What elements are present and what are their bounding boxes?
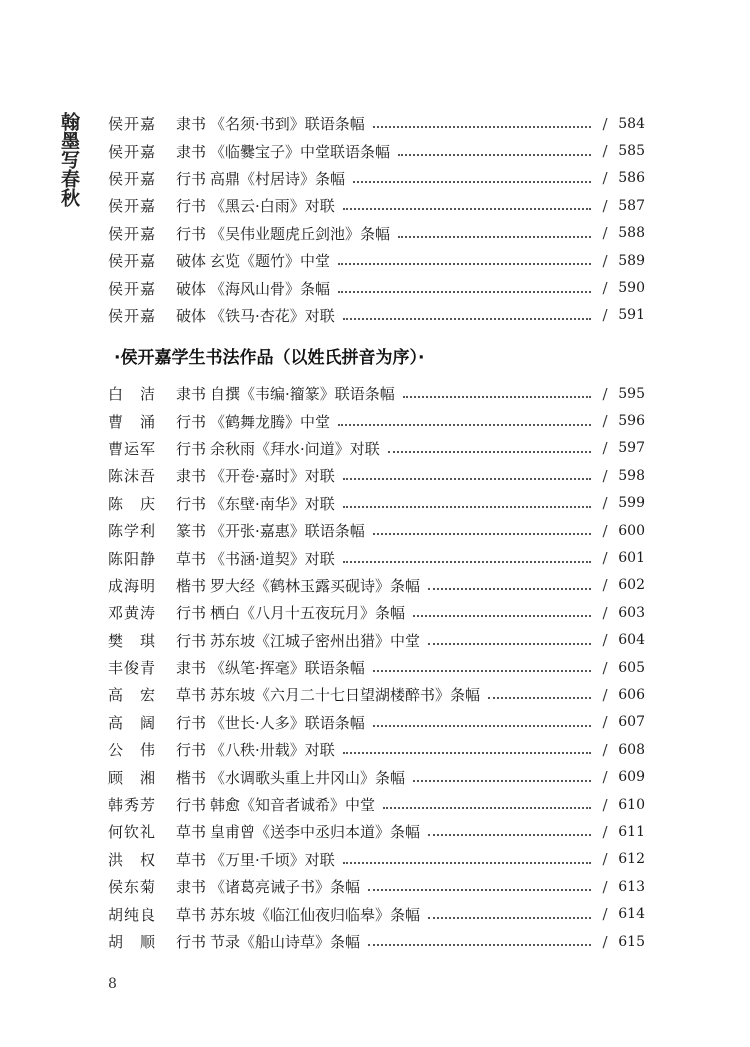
entry-author: 何钦礼 [108,823,157,842]
entry-title: 苏东坡《江城子密州出猎》中堂 [210,631,421,650]
entry-page-number: 609 [618,769,645,786]
entry-script-type: 行书 [176,631,207,650]
dot-leader [428,916,591,919]
page-separator: / [602,306,608,325]
dot-leader [343,505,591,508]
entry-title: 《黑云·白雨》对联 [210,197,335,216]
page-separator: / [602,685,608,704]
entry-page-number: 589 [618,252,645,269]
toc-entry [108,846,645,873]
page-separator: / [602,494,608,513]
page-separator: / [602,466,608,485]
dot-leader [398,153,591,156]
entry-script-type: 破体 [176,279,207,298]
entry-title: 节录《船山诗草》条幅 [210,933,361,951]
dot-leader [338,423,591,426]
dot-leader [368,943,591,946]
entry-author: 胡 顺 [108,933,157,951]
page-separator: / [602,439,608,458]
entry-script-type: 行书 [176,933,207,951]
dot-leader [343,861,591,864]
entry-author: 成海明 [108,576,157,595]
page-separator: / [602,384,608,403]
entry-title: 栖白《八月十五夜玩月》条幅 [210,604,406,623]
entry-script-type: 行书 [176,169,207,188]
entry-title: 《鹤舞龙腾》中堂 [210,412,331,431]
entry-page-number: 599 [618,495,645,512]
entry-author: 洪 权 [108,850,157,869]
entry-page-number: 588 [618,225,645,242]
entry-title: 韩愈《知音者诚希》中堂 [210,796,376,815]
entry-author: 胡纯良 [108,905,157,924]
toc-entry [108,572,645,599]
entry-page-number: 615 [618,933,645,950]
toc-entry [108,490,645,517]
entry-page-number: 586 [618,170,645,187]
page-separator: / [602,877,608,896]
toc-entry [108,220,645,247]
page-separator: / [602,822,608,841]
toc-entry [108,247,645,274]
dot-leader [403,395,591,398]
dot-leader [343,560,591,563]
entry-page-number: 591 [618,307,645,324]
dot-leader [428,642,591,645]
dot-leader [413,614,591,617]
entry-title: 苏东坡《临江仙夜归临皋》条幅 [210,905,421,924]
entry-script-type: 隶书 [176,115,207,134]
dot-leader [373,724,591,727]
entry-author: 高 宏 [108,686,157,705]
toc-entry [108,763,645,790]
entry-script-type: 行书 [176,741,207,760]
entry-page-number: 597 [618,440,645,457]
toc-entry [108,599,645,626]
page-separator: / [602,932,608,951]
page-separator: / [602,768,608,787]
page-separator: / [602,850,608,869]
toc-entry [108,192,645,219]
dot-leader [368,888,591,891]
entry-title: 苏东坡《六月二十七日望湖楼醉书》条幅 [210,686,481,705]
entry-author: 侯开嘉 [108,115,157,134]
entry-author: 陈阳静 [108,549,157,568]
page-separator: / [602,740,608,759]
page-separator: / [602,196,608,215]
dot-leader [388,450,591,453]
entry-author: 高 阔 [108,713,157,732]
entry-author: 陈 庆 [108,494,157,513]
entry-script-type: 行书 [176,494,207,513]
entry-author: 丰俊青 [108,659,157,678]
page-separator: / [602,114,608,133]
entry-script-type: 隶书 [176,878,207,897]
entry-title: 余秋雨《拜水·问道》对联 [210,439,380,458]
section-heading: ·侯开嘉学生书法作品（以姓氏拼音为序）· [114,348,425,368]
dot-leader [383,806,591,809]
entry-author: 侯开嘉 [108,169,157,188]
toc-entry [108,627,645,654]
entry-title: 《临爨宝子》中堂联语条幅 [210,142,391,161]
dot-leader [353,180,591,183]
entry-page-number: 613 [618,878,645,895]
entry-page-number: 610 [618,796,645,813]
entry-script-type: 行书 [176,412,207,431]
entry-script-type: 隶书 [176,385,207,404]
entry-author: 侯开嘉 [108,306,157,325]
dot-leader [413,779,591,782]
entry-page-number: 585 [618,143,645,160]
entry-page-number: 604 [618,632,645,649]
entry-script-type: 楷书 [176,576,207,595]
page-separator: / [602,521,608,540]
toc-entry [108,681,645,708]
page-separator: / [602,603,608,622]
entry-script-type: 草书 [176,549,207,568]
entry-author: 邓黄涛 [108,604,157,623]
entry-page-number: 611 [618,823,645,840]
entry-page-number: 603 [618,604,645,621]
entry-script-type: 隶书 [176,142,207,161]
entry-title: 《世长·人多》联语条幅 [210,713,365,732]
dot-leader [338,290,591,293]
entry-page-number: 598 [618,467,645,484]
entry-title: 《开卷·嘉时》对联 [210,467,335,486]
entry-title: 《纵笔·挥毫》联语条幅 [210,659,365,678]
dot-leader [338,262,591,265]
entry-author: 陈学利 [108,522,157,541]
toc-entry [108,462,645,489]
entry-script-type: 破体 [176,252,207,271]
page-separator: / [602,905,608,924]
entry-author: 侯开嘉 [108,252,157,271]
dot-leader [373,532,591,535]
entry-page-number: 605 [618,659,645,676]
page-separator: / [602,169,608,188]
entry-script-type: 破体 [176,306,207,325]
entry-author: 顾 湘 [108,768,157,787]
entry-script-type: 草书 [176,686,207,705]
toc-entry [108,791,645,818]
toc-entry [108,517,645,544]
entry-page-number: 587 [618,197,645,214]
dot-leader [343,207,591,210]
toc-list-teacher [108,110,645,329]
entry-page-number: 600 [618,522,645,539]
entry-page-number: 596 [618,413,645,430]
entry-author: 曹运军 [108,439,157,458]
dot-leader [343,317,591,320]
toc-entry [108,407,645,434]
entry-author: 曹 涌 [108,412,157,431]
entry-title: 自撰《韦编·籀篆》联语条幅 [210,385,395,404]
entry-page-number: 595 [618,385,645,402]
toc-entry [108,435,645,462]
dot-leader [343,751,591,754]
book-side-title: 翰墨写春秋 [58,112,80,207]
page-separator: / [602,713,608,732]
dot-leader [428,833,591,836]
toc-entry [108,873,645,900]
entry-page-number: 584 [618,115,645,132]
entry-title: 《铁马·杏花》对联 [210,306,335,325]
page-separator: / [602,631,608,650]
dot-leader [488,696,591,699]
toc-entry [108,544,645,571]
page-separator: / [602,142,608,161]
dot-leader [343,477,591,480]
entry-title: 《八秩·卅载》对联 [210,741,335,760]
entry-author: 樊 琪 [108,631,157,650]
entry-author: 侯开嘉 [108,197,157,216]
page-number: 8 [108,976,117,992]
entry-title: 《书涵·道契》对联 [210,549,335,568]
entry-script-type: 行书 [176,224,207,243]
entry-author: 公 伟 [108,741,157,760]
entry-title: 《名须·书到》联语条幅 [210,115,365,134]
entry-script-type: 楷书 [176,768,207,787]
toc-entry [108,137,645,164]
page-separator: / [602,576,608,595]
toc-list-students [108,380,645,955]
entry-title: 玄览《题竹》中堂 [210,252,331,271]
entry-page-number: 602 [618,577,645,594]
entry-title: 高鼎《村居诗》条幅 [210,169,346,188]
dot-leader [428,587,591,590]
entry-script-type: 行书 [176,713,207,732]
entry-script-type: 草书 [176,905,207,924]
entry-page-number: 606 [618,686,645,703]
dot-leader [373,125,591,128]
entry-title: 《诸葛亮诫子书》条幅 [210,878,361,897]
entry-title: 《吴伟业题虎丘剑池》条幅 [210,224,391,243]
entry-script-type: 篆书 [176,522,207,541]
toc-entry [108,110,645,137]
entry-author: 侯开嘉 [108,224,157,243]
entry-title: 《东壁·南华》对联 [210,494,335,513]
entry-author: 白 洁 [108,385,157,404]
entry-script-type: 草书 [176,850,207,869]
entry-title: 《海风山骨》条幅 [210,279,331,298]
entry-script-type: 行书 [176,197,207,216]
entry-title: 皇甫曾《送李中丞归本道》条幅 [210,823,421,842]
toc-entry [108,900,645,927]
toc-entry [108,302,645,329]
toc-entry [108,380,645,407]
entry-page-number: 601 [618,550,645,567]
entry-title: 《水调歌头重上井冈山》条幅 [210,768,406,787]
entry-script-type: 隶书 [176,659,207,678]
entry-title: 罗大经《鹤林玉露买砚诗》条幅 [210,576,421,595]
page-separator: / [602,251,608,270]
page-separator: / [602,795,608,814]
entry-title: 《开张·嘉惠》联语条幅 [210,522,365,541]
entry-page-number: 612 [618,851,645,868]
entry-page-number: 590 [618,280,645,297]
entry-page-number: 608 [618,741,645,758]
entry-title: 《万里·千顷》对联 [210,850,335,869]
entry-author: 陈沫吾 [108,467,157,486]
toc-entry [108,736,645,763]
page-separator: / [602,658,608,677]
page-separator: / [602,279,608,298]
page-separator: / [602,549,608,568]
toc-entry [108,928,645,955]
page-separator: / [602,412,608,431]
entry-author: 侯开嘉 [108,279,157,298]
entry-script-type: 隶书 [176,467,207,486]
entry-script-type: 行书 [176,796,207,815]
dot-leader [373,669,591,672]
entry-author: 韩秀芳 [108,796,157,815]
toc-entry [108,709,645,736]
toc-entry [108,654,645,681]
toc-entry [108,818,645,845]
entry-page-number: 614 [618,906,645,923]
dot-leader [398,235,591,238]
toc-entry [108,165,645,192]
entry-script-type: 行书 [176,439,207,458]
entry-page-number: 607 [618,714,645,731]
entry-script-type: 草书 [176,823,207,842]
entry-author: 侯开嘉 [108,142,157,161]
page-separator: / [602,224,608,243]
toc-entry [108,274,645,301]
entry-script-type: 行书 [176,604,207,623]
entry-author: 侯东菊 [108,878,157,897]
